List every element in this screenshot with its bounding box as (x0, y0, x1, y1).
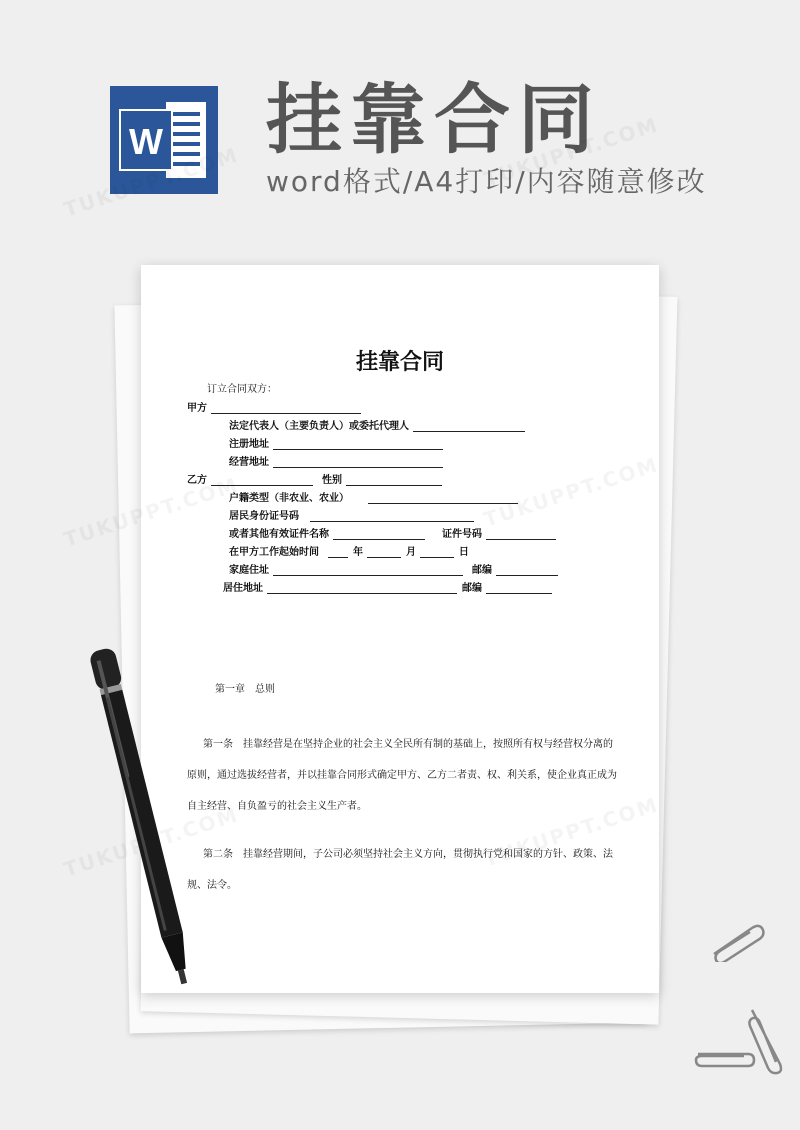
business-address-field[interactable] (273, 458, 443, 468)
article-2-text: 第二条 挂靠经营期间，子公司必须坚持社会主义方向，贯彻执行党和国家的方针、政策、法规、法令。 (187, 849, 613, 891)
business-address-row (229, 458, 444, 468)
home-postcode-field[interactable] (496, 566, 558, 576)
paperclip-icon (708, 918, 768, 966)
registered-address-label: 注册地址 (229, 439, 269, 450)
day-field[interactable] (420, 548, 454, 558)
svg-text:W: W (129, 121, 163, 162)
party-a-row (187, 404, 362, 414)
party-a-label: 甲方 (187, 403, 207, 414)
party-a-field[interactable] (211, 404, 361, 414)
hero-title: 挂靠合同 (266, 75, 602, 164)
cert-number-field[interactable] (486, 530, 556, 540)
year-label: 年 (352, 547, 363, 558)
residence-postcode-field[interactable] (486, 584, 552, 594)
chapter-heading: 第一章 总则 (215, 684, 275, 695)
residence-postcode-label: 邮编 (461, 583, 482, 594)
residence-row (223, 584, 553, 594)
registered-address-field[interactable] (273, 440, 443, 450)
other-id-label: 或者其他有效证件名称 (229, 529, 329, 540)
contract-intro: 订立合同双方： (207, 384, 277, 395)
month-field[interactable] (367, 548, 401, 558)
id-number-row (229, 512, 475, 522)
legal-rep-label: 法定代表人（主要负责人）或委托代理人 (229, 421, 409, 432)
household-type-label: 户籍类型（非农业、农业） (229, 493, 349, 504)
residence-address-label: 居住地址 (223, 583, 263, 594)
paperclip-icon (744, 1006, 788, 1080)
hero-subtitle: word格式/A4打印/内容随意修改 (266, 165, 707, 198)
other-id-row (229, 530, 557, 540)
home-address-field[interactable] (273, 566, 463, 576)
id-number-label: 居民身份证号码 (229, 511, 299, 522)
pen-icon (60, 640, 220, 1044)
residence-address-field[interactable] (267, 584, 457, 594)
year-field[interactable] (328, 548, 348, 558)
article-1 (187, 729, 617, 822)
gender-field[interactable] (346, 476, 442, 486)
gender-label: 性别 (321, 475, 342, 486)
document-title: 挂靠合同 (355, 350, 444, 375)
cert-number-label: 证件号码 (441, 529, 482, 540)
home-address-label: 家庭住址 (229, 565, 269, 576)
registered-address-row (229, 440, 444, 450)
home-address-row (229, 566, 559, 576)
other-id-field[interactable] (333, 530, 425, 540)
legal-rep-row (229, 422, 526, 432)
legal-rep-field[interactable] (413, 422, 525, 432)
start-date-row (229, 548, 469, 558)
home-postcode-label: 邮编 (471, 565, 492, 576)
start-date-label: 在甲方工作起始时间 (229, 547, 319, 558)
article-1-text: 第一条 挂靠经营是在坚持企业的社会主义全民所有制的基础上，按照所有权与经营权分离的原则，通过选拔经营者，并以挂靠合同形式确定甲方、乙方二者责、权、利关系，使企业真正成为自主经营、自负盈亏的社会主义生产者。 (187, 739, 617, 812)
month-label: 月 (405, 547, 416, 558)
id-number-field[interactable] (310, 512, 474, 522)
day-label: 日 (458, 547, 469, 558)
business-address-label: 经营地址 (229, 457, 269, 468)
party-b-label: 乙方 (187, 475, 207, 486)
household-row (229, 494, 519, 504)
